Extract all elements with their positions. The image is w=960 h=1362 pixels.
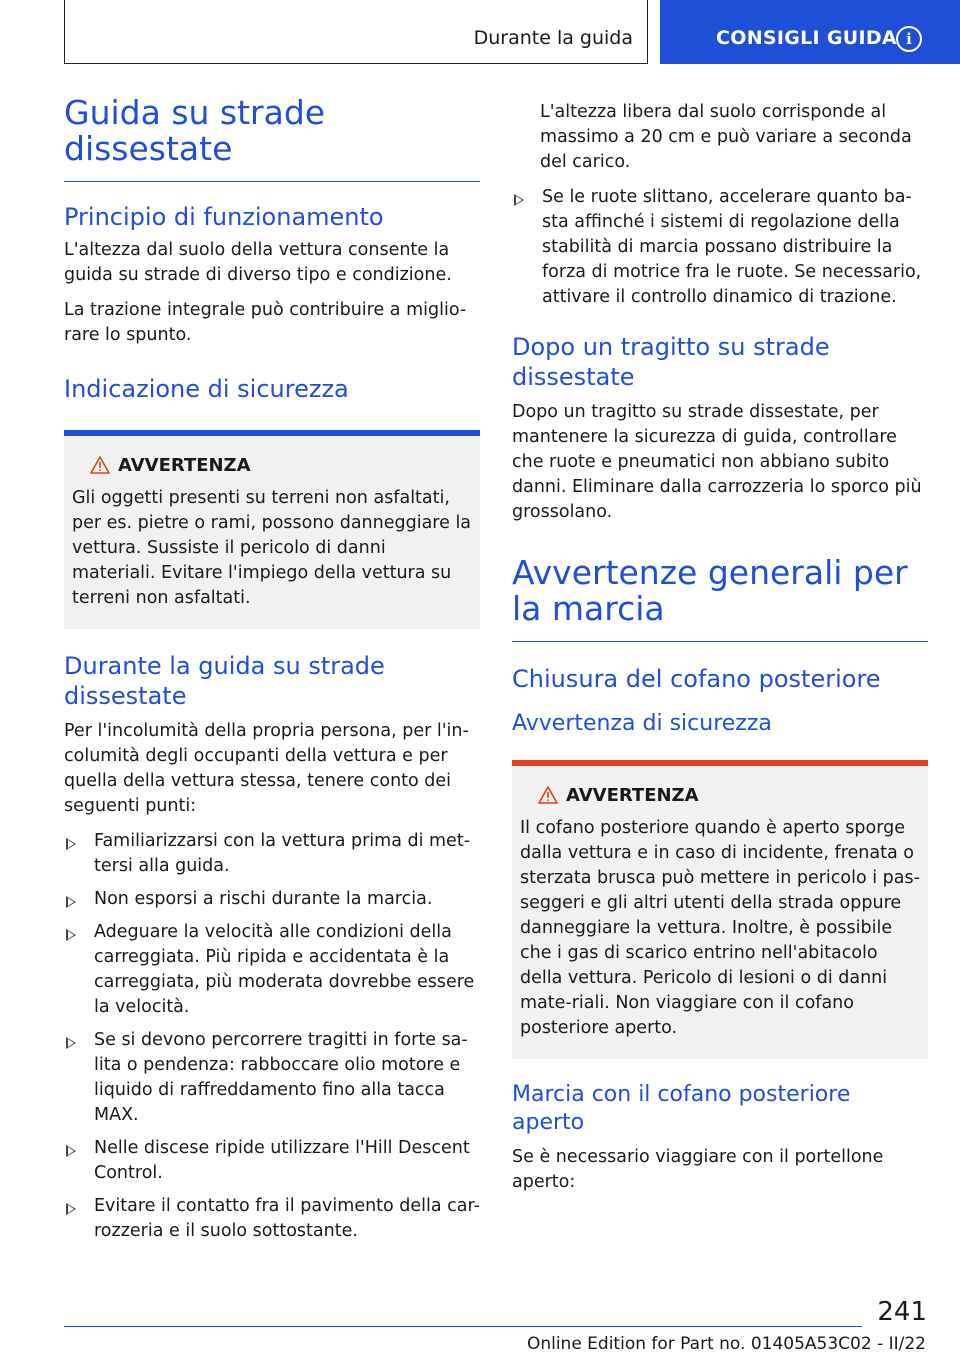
- driving-heading: Durante la guida su strade dissestate: [64, 652, 385, 710]
- driving-bullet-list: [64, 829, 480, 1244]
- continued-bullet-list: [512, 185, 928, 310]
- bullet-arrow-icon: [514, 194, 524, 206]
- list-item: Se le ruote slittano, accelerare quanto ba-sta affinché i sistemi di regolazione della stabilità di marcia possano distribuire la forza di motrice fra le ruote. Se necessario, attivare il controllo dinamico di trazione.: [512, 185, 928, 310]
- continued-text: L'altezza libera dal suolo corrisponde al massimo a 20 cm e può variare a seconda del carico.: [540, 102, 912, 172]
- principle-paragraph-2: La trazione integrale può contribuire a miglio-rare lo spunto.: [64, 300, 467, 345]
- after-paragraph: Dopo un tragitto su strade dissestate, per mantenere la sicurezza di guida, controllare che ruote e pneumatici non abbiano subito danni. Eliminare dalla carrozzeria lo sporco più grossolano.: [512, 402, 922, 522]
- left-column: [64, 95, 480, 1252]
- bullet-arrow-icon: [66, 1145, 76, 1157]
- safety-heading: Indicazione di sicurezza: [64, 375, 349, 403]
- tailgate-warning-box: [512, 760, 928, 1059]
- footer-edition: Online Edition for Part no. 01405A53C02 - II/22: [526, 1334, 926, 1354]
- warning-box: [64, 430, 480, 629]
- header-chapter-label: CONSIGLI GUIDA: [716, 27, 897, 49]
- page-number: 241: [877, 1297, 927, 1327]
- warning-text: Gli oggetti presenti su terreni non asfaltati, per es. pietre o rami, possono danneggiare la vettura. Sussiste il pericolo di danni materiali. Evitare l'impiego della vettura su terreni non asfaltati.: [72, 488, 472, 608]
- list-item: Evitare il contatto fra il pavimento della car-rozzeria e il suolo sottostante.: [64, 1194, 480, 1244]
- warning-title-row: [72, 454, 472, 478]
- general-title-divider: [512, 641, 928, 642]
- warning-triangle-icon: [538, 786, 558, 804]
- open-tailgate-heading: Marcia con il cofano posteriore aperto: [512, 1082, 851, 1135]
- bullet-arrow-icon: [66, 896, 76, 908]
- driving-intro: Per l'incolumità della propria persona, per l'in-columità degli occupanti della vettura e per quella della vettura stessa, tenere conto dei seguenti punti:: [64, 721, 469, 816]
- warning-triangle-icon: [90, 456, 110, 474]
- header-section-box: [64, 0, 648, 64]
- warning-title: AVVERTENZA: [566, 785, 699, 806]
- list-item: Nelle discese ripide utilizzare l'Hill Descent Control.: [64, 1136, 480, 1186]
- after-heading: Dopo un tragitto su strade dissestate: [512, 333, 830, 391]
- bullet-arrow-icon: [66, 838, 76, 850]
- warning-text: Il cofano posteriore quando è aperto sporge dalla vettura e in caso di incidente, frenata o sterzata brusca può mettere in pericolo i pas-seggeri e gli altri utenti della strada oppure danneggiare la vettura. Inoltre, è possibile che i gas di scarico entrino nell'abitacolo della vettura. Pericolo di lesioni o di danni mate-riali. Non viaggiare con il cofano posteriore aperto.: [520, 818, 920, 1038]
- open-tailgate-text: Se è necessario viaggiare con il portellone aperto:: [512, 1147, 884, 1192]
- principle-paragraph-1: L'altezza dal suolo della vettura consente la guida su strade di diverso tipo e condizione.: [64, 240, 452, 285]
- bullet-arrow-icon: [66, 929, 76, 941]
- list-item: Familiarizzarsi con la vettura prima di met-tersi alla guida.: [64, 829, 480, 879]
- warning-title-row: [520, 784, 920, 808]
- warning-title: AVVERTENZA: [118, 455, 251, 476]
- bullet-arrow-icon: [66, 1037, 76, 1049]
- tailgate-heading: Chiusura del cofano posteriore: [512, 665, 881, 693]
- list-item: Se si devono percorrere tragitti in forte sa-lita o pendenza: rabboccare olio motore e liquido di raffreddamento fino alla tacca MAX.: [64, 1028, 480, 1128]
- header-section-title: Durante la guida: [473, 27, 633, 49]
- tailgate-safety-heading: Avvertenza di sicurezza: [512, 711, 772, 736]
- right-column: [512, 100, 928, 1195]
- info-icon: i: [896, 26, 922, 52]
- page-title: Guida su strade dissestate: [64, 93, 326, 168]
- list-item: Non esporsi a rischi durante la marcia.: [64, 887, 480, 912]
- header-chapter-tab[interactable]: [660, 0, 960, 64]
- footer-divider: [64, 1326, 862, 1327]
- title-divider: [64, 181, 480, 182]
- bullet-arrow-icon: [66, 1203, 76, 1215]
- principle-heading: Principio di funzionamento: [64, 203, 384, 231]
- general-title: Avvertenze generali per la marcia: [512, 553, 908, 628]
- list-item: Adeguare la velocità alle condizioni della carreggiata. Più ripida e accidentata è la carreggiata, più moderata dovrebbe essere la velocità.: [64, 920, 480, 1020]
